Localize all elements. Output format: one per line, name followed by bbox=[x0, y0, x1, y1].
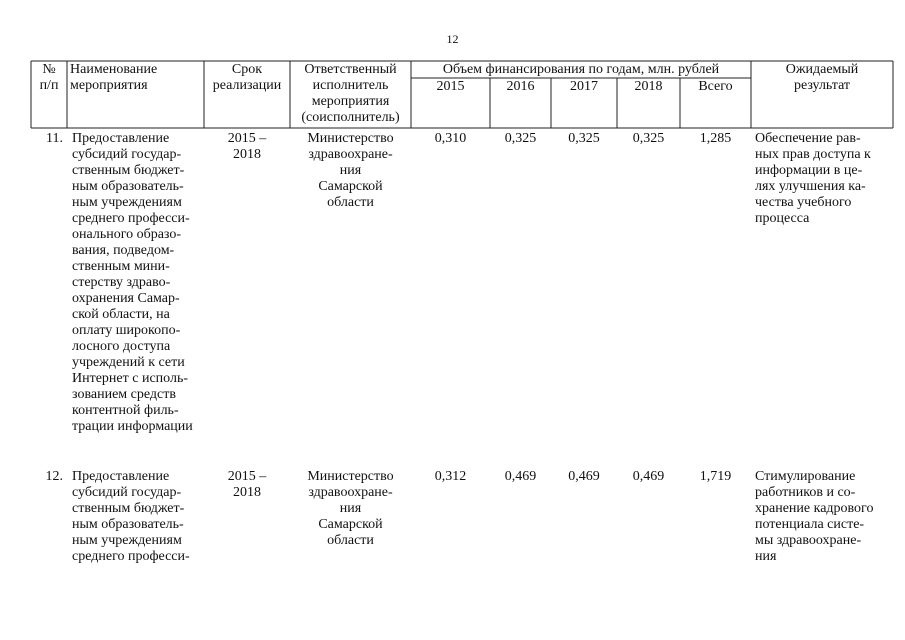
row-11-responsible: Министерство здравоохране- ния Самарской области bbox=[307, 131, 394, 210]
header-funding-group: Объем финансирования по годам, млн. рублей bbox=[442, 62, 720, 77]
row-12-2018: 0,469 bbox=[632, 469, 665, 484]
header-result: Ожидаемый результат bbox=[785, 62, 859, 93]
row-12-name: Предоставление субсидий государ- ственным бюджет- ным образователь- ным учреждениям среднего професси- bbox=[72, 469, 190, 564]
row-12-2017: 0,469 bbox=[568, 469, 600, 484]
header-year-2015: 2015 bbox=[436, 79, 465, 94]
header-year-2017: 2017 bbox=[570, 79, 598, 94]
row-11-result: Обеспечение рав- ных прав доступа к информации в це- лях улучшения ка- чества учебного процесса bbox=[755, 131, 871, 226]
row-11-2016: 0,325 bbox=[504, 131, 537, 146]
row-11-2015: 0,310 bbox=[434, 131, 467, 146]
row-11-2017: 0,325 bbox=[568, 131, 600, 146]
header-number: № п/п bbox=[39, 62, 59, 93]
header-responsible: Ответственный исполнитель мероприятия (соисполнитель) bbox=[301, 62, 400, 125]
row-12-number: 12. bbox=[45, 469, 63, 484]
row-12-term: 2015 – 2018 bbox=[227, 469, 267, 500]
header-year-2016: 2016 bbox=[506, 79, 535, 94]
header-total: Всего bbox=[698, 79, 733, 94]
row-12-responsible: Министерство здравоохране- ния Самарской области bbox=[307, 469, 394, 548]
row-11-total: 1,285 bbox=[699, 131, 732, 146]
row-12-result: Стимулирование работников и со- хранение кадрового потенциала систе- мы здравоохране- ния bbox=[755, 469, 874, 564]
header-term: Срок реализации bbox=[212, 62, 282, 93]
header-name: Наименование мероприятия bbox=[70, 62, 158, 93]
page-number: 12 bbox=[446, 32, 459, 46]
row-12-total: 1,719 bbox=[699, 469, 732, 484]
row-11-name: Предоставление субсидий государ- ственным бюджет- ным образователь- ным учреждениям среднего професси- онального образо- вания, подведом- ственным мини- стерству здраво- охранения Самар- ской области, на оплату широкопо- лосного доступа учреждений к сети Интернет с исполь- зованием средств контентной филь- трации информации bbox=[72, 131, 193, 434]
row-12-2015: 0,312 bbox=[434, 469, 467, 484]
row-11-2018: 0,325 bbox=[632, 131, 665, 146]
header-year-2018: 2018 bbox=[634, 79, 663, 94]
row-11-term: 2015 – 2018 bbox=[227, 131, 267, 162]
row-12-2016: 0,469 bbox=[504, 469, 537, 484]
row-11-number: 11. bbox=[46, 131, 63, 146]
